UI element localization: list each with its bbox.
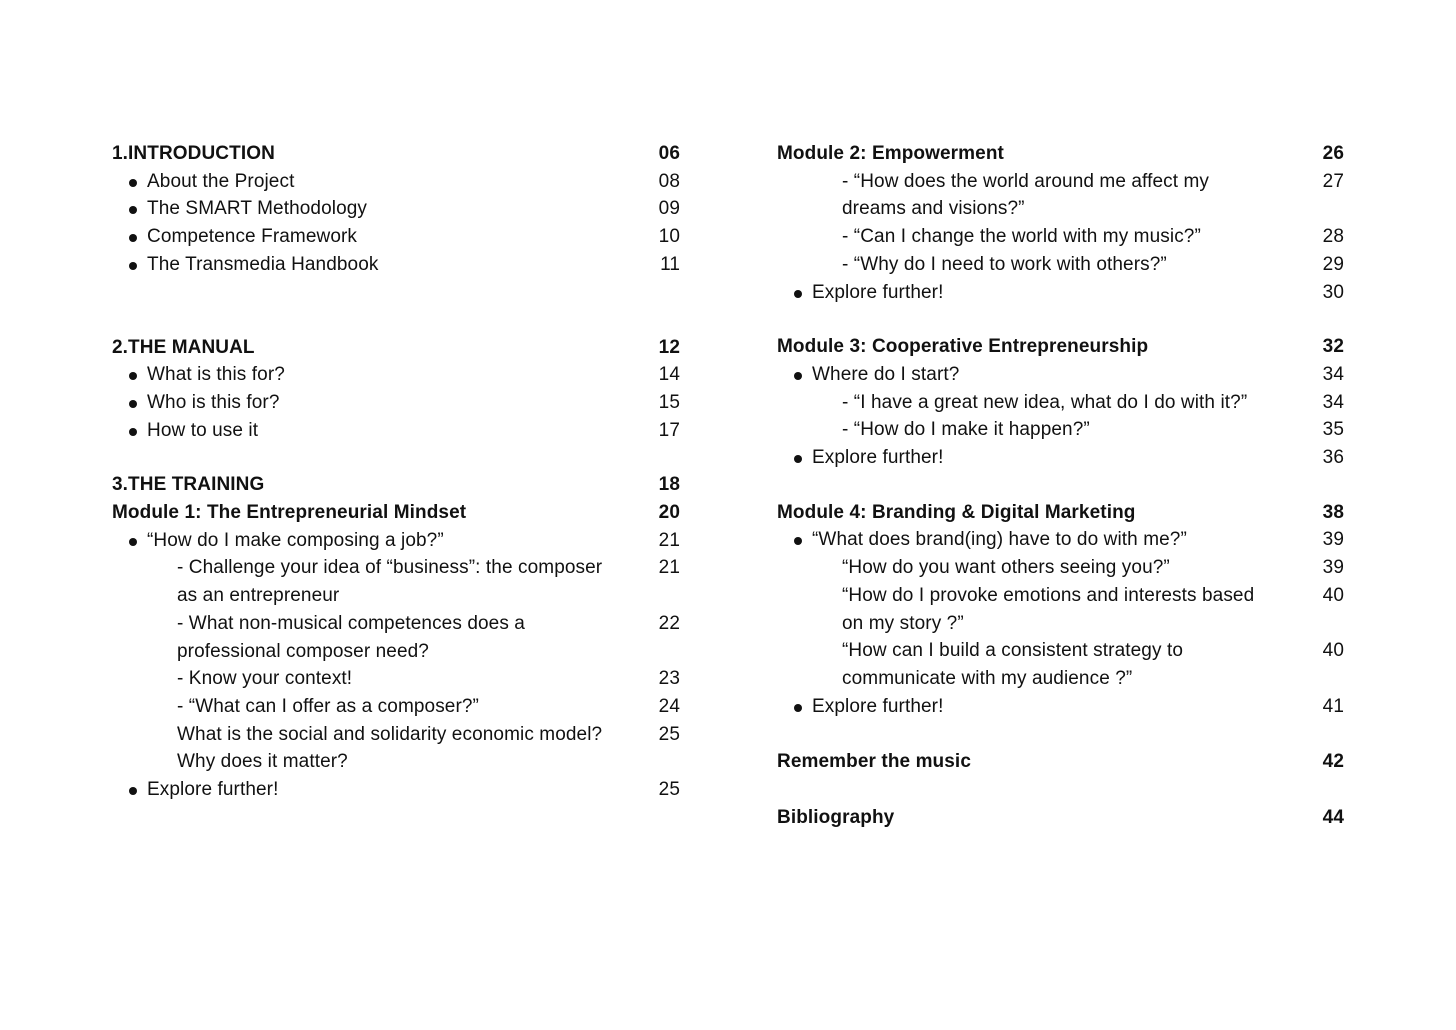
toc-page-number: 11 [660, 253, 680, 275]
toc-bullet-item-the-smart-methodology[interactable] [112, 195, 680, 223]
toc-page-number: 40 [1322, 640, 1344, 662]
toc-entry-title: Explore further! [812, 695, 944, 717]
toc-bullet-item-what-is-this-for[interactable] [112, 361, 680, 389]
toc-page-number: 39 [1322, 557, 1344, 579]
spacer [777, 776, 1344, 804]
toc-subitem-what-non-musical-competences-does-a-prof[interactable] [112, 610, 680, 665]
spacer [777, 472, 1344, 499]
toc-entry-title: - “What can I offer as a composer?” [177, 695, 479, 717]
toc-entry-title: - Know your context! [177, 668, 353, 690]
toc-entry-title: Who is this for? [147, 391, 280, 413]
toc-entry-title: What is this for? [147, 364, 285, 386]
toc-page-number: 22 [658, 612, 680, 634]
toc-heading-1-introduction[interactable] [112, 140, 680, 168]
toc-bullet-item-what-does-brand-ing-have-to-do-with-me[interactable] [777, 526, 1344, 554]
toc-subitem-challenge-your-idea-of-business-the-comp[interactable] [112, 554, 680, 609]
toc-entry-title: “What does brand(ing) have to do with me?” [812, 529, 1187, 551]
toc-subitem-how-does-the-world-around-me-affect-my-d[interactable] [777, 168, 1344, 223]
toc-bullet-item-explore-further[interactable] [777, 444, 1344, 472]
toc-subitem-how-do-i-make-it-happen[interactable] [777, 416, 1344, 444]
toc-heading-module-1-the-entrepreneurial-mindset[interactable] [112, 499, 680, 527]
toc-entry-title: - Challenge your idea of “business”: the composer as an entrepreneur [177, 557, 603, 607]
toc-page-number: 15 [658, 391, 680, 413]
toc-page-number: 18 [658, 474, 680, 496]
toc-entry-title: - “How does the world around me affect my dreams and visions?” [842, 170, 1210, 220]
toc-page-number: 41 [1322, 695, 1344, 717]
toc-page-number: 23 [658, 668, 680, 690]
toc-page-number: 25 [658, 779, 680, 801]
spacer [112, 279, 680, 334]
toc-page-number: 26 [1322, 143, 1344, 164]
toc-page-number: 36 [1322, 447, 1344, 469]
toc-entry-title: - “Why do I need to work with others?” [842, 253, 1167, 275]
spacer [112, 444, 680, 471]
toc-entry-title: - “How do I make it happen?” [842, 419, 1090, 441]
toc-page-number: 34 [1322, 363, 1344, 385]
toc-entry-title: Bibliography [777, 807, 895, 829]
toc-page-number: 08 [658, 170, 680, 192]
toc-subitem-how-do-i-provoke-emotions-and-interests-[interactable] [777, 582, 1344, 637]
toc-entry-title: “How can I build a consistent strategy to communicate with my audience ?” [842, 640, 1183, 689]
toc-entry-title: Explore further! [812, 281, 944, 303]
toc-bullet-item-who-is-this-for[interactable] [112, 389, 680, 417]
toc-bullet-item-explore-further[interactable] [777, 693, 1344, 721]
toc-entry-title: Explore further! [812, 447, 944, 469]
toc-entry-title: Competence Framework [147, 226, 358, 248]
toc-bullet-item-competence-framework[interactable] [112, 223, 680, 251]
toc-page-number: 40 [1322, 584, 1344, 606]
toc-page-number: 21 [658, 557, 680, 579]
toc-heading-3-the-training[interactable] [112, 471, 680, 499]
toc-subitem-i-have-a-great-new-idea-what-do-i-do-wit[interactable] [777, 389, 1344, 417]
toc-bullet-item-where-do-i-start[interactable] [777, 361, 1344, 389]
toc-entry-title: “How do I provoke emotions and interests based on my story ?” [842, 584, 1255, 634]
toc-page-number: 34 [1322, 391, 1344, 413]
toc-page-number: 42 [1322, 751, 1344, 773]
toc-subitem-how-do-you-want-others-seeing-you[interactable] [777, 554, 1344, 582]
toc-subitem-why-do-i-need-to-work-with-others[interactable] [777, 251, 1344, 279]
toc-column-right [777, 140, 1344, 832]
toc-page-number: 10 [658, 226, 680, 248]
spacer [777, 306, 1344, 333]
toc-entry-title: 1.INTRODUCTION [112, 143, 275, 164]
toc-entry-title: 2.THE MANUAL [112, 336, 255, 358]
toc-page-number: 28 [1322, 226, 1344, 248]
toc-page-number: 20 [658, 502, 680, 524]
toc-entry-title: - “I have a great new idea, what do I do with it?” [842, 391, 1248, 413]
toc-page-number: 12 [658, 336, 680, 358]
toc-entry-title: - What non-musical competences does a professional composer need? [177, 612, 525, 662]
toc-bullet-item-the-transmedia-handbook[interactable] [112, 251, 680, 279]
toc-entry-title: Module 3: Cooperative Entrepreneurship [777, 336, 1149, 358]
toc-column-left [112, 140, 680, 804]
toc-heading-bibliography[interactable] [777, 804, 1344, 832]
toc-entry-title: Explore further! [147, 779, 279, 801]
toc-page-number: 14 [658, 364, 680, 386]
toc-bullet-item-how-do-i-make-composing-a-job[interactable] [112, 527, 680, 555]
toc-bullet-item-explore-further[interactable] [112, 776, 680, 804]
toc-entry-title: How to use it [147, 419, 259, 441]
toc-page-number: 24 [658, 695, 680, 717]
toc-heading-module-3-cooperative-entrepreneurship[interactable] [777, 333, 1344, 361]
toc-entry-title: Where do I start? [812, 363, 960, 385]
toc-page-number: 30 [1322, 281, 1344, 303]
toc-entry-title: Remember the music [777, 751, 971, 773]
toc-heading-module-2-empowerment[interactable] [777, 140, 1344, 168]
spacer [777, 720, 1344, 748]
toc-page-number: 27 [1322, 170, 1344, 192]
toc-entry-title: 3.THE TRAINING [112, 474, 265, 496]
toc-page-number: 21 [658, 529, 680, 551]
toc-page-number: 32 [1322, 336, 1344, 358]
toc-entry-title: “How do I make composing a job?” [147, 529, 444, 551]
toc-subitem-what-is-the-social-and-solidarity-econom[interactable] [112, 721, 680, 776]
toc-page-number: 09 [658, 198, 680, 220]
toc-bullet-item-explore-further[interactable] [777, 279, 1344, 307]
toc-entry-title: “How do you want others seeing you?” [842, 557, 1170, 579]
toc-entry-title: About the Project [147, 170, 295, 192]
toc-subitem-can-i-change-the-world-with-my-music[interactable] [777, 223, 1344, 251]
toc-subitem-how-can-i-build-a-consistent-strategy-to[interactable] [777, 637, 1344, 692]
toc-page-number: 29 [1322, 253, 1344, 275]
toc-page-number: 25 [658, 723, 680, 745]
toc-entry-title: The Transmedia Handbook [147, 253, 379, 275]
toc-entry-title: Module 4: Branding & Digital Marketing [777, 501, 1136, 523]
toc-page-number: 06 [658, 143, 680, 164]
toc-entry-title: - “Can I change the world with my music?” [842, 226, 1201, 248]
toc-heading-2-the-manual[interactable] [112, 334, 680, 362]
toc-entry-title: What is the social and solidarity economic model? Why does it matter? [177, 723, 603, 773]
toc-heading-remember-the-music[interactable] [777, 748, 1344, 776]
toc-bullet-item-about-the-project[interactable] [112, 168, 680, 196]
toc-heading-module-4-branding-digital-marketing[interactable] [777, 499, 1344, 527]
toc-entry-title: The SMART Methodology [147, 198, 368, 220]
toc-page-number: 38 [1322, 501, 1344, 523]
toc-entry-title: Module 1: The Entrepreneurial Mindset [112, 502, 467, 524]
toc-page-number: 35 [1322, 419, 1344, 441]
toc-page-number: 39 [1322, 529, 1344, 551]
toc-subitem-what-can-i-offer-as-a-composer[interactable] [112, 693, 680, 721]
toc-subitem-know-your-context[interactable] [112, 665, 680, 693]
toc-bullet-item-how-to-use-it[interactable] [112, 417, 680, 445]
toc-entry-title: Module 2: Empowerment [777, 143, 1004, 164]
toc-page-number: 17 [658, 419, 680, 441]
toc-page-number: 44 [1322, 807, 1344, 829]
